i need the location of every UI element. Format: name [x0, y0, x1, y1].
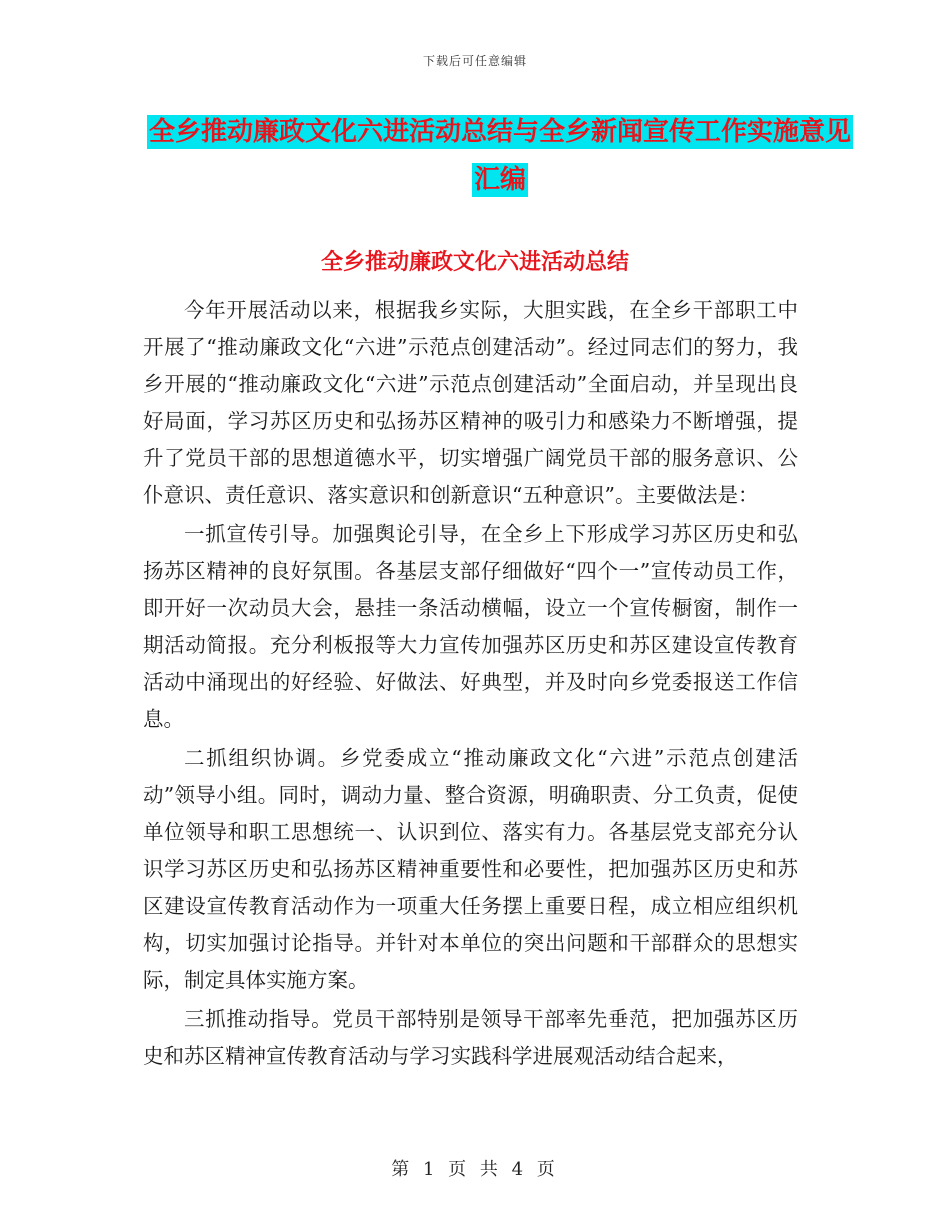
paragraph: 一抓宣传引导。加强舆论引导，在全乡上下形成学习苏区历史和弘扬苏区精神的良好氛围。各基层支部仔细做好“四个一”宣传动员工作，即开好一次动员大会，悬挂一条活动横幅，设立一个宣传橱窗，制作一期活动简报。充分利板报等大力宣传加强苏区历史和苏区建设宣传教育活动中涌现出的好经验、好做法、好典型，并及时向乡党委报送工作信息。 — [143, 522, 798, 731]
paragraph: 二抓组织协调。乡党委成立“推动廉政文化“六进”示范点创建活动”领导小组。同时，调动力量、整合资源，明确职责、分工负责，促使单位领导和职工思想统一、认识到位、落实有力。各基层党支部充分认识学习苏区历史和弘扬苏区精神重要性和必要性，把加强苏区历史和苏区建设宣传教育活动作为一项重大任务摆上重要日程，成立相应组织机构，切实加强讨论指导。并针对本单位的突出问题和干部群众的思想实际，制定具体实施方案。 — [143, 746, 798, 992]
paragraph: 三抓推动指导。党员干部特别是领导干部率先垂范，把加强苏区历史和苏区精神宣传教育活动与学习实践科学进展观活动结合起来， — [143, 1007, 798, 1068]
document-title-text: 全乡推动廉政文化六进活动总结与全乡新闻宣传工作实施意见汇编 — [148, 117, 851, 195]
document-title — [140, 108, 860, 204]
header-note: 下载后可任意编辑 — [422, 54, 527, 68]
body-text — [143, 292, 798, 1077]
paragraph: 今年开展活动以来，根据我乡实际，大胆实践，在全乡干部职工中开展了“推动廉政文化“六进”示范点创建活动”。经过同志们的努力，我乡开展的“推动廉政文化“六进”示范点创建活动”全面启动，并呈现出良好局面，学习苏区历史和弘扬苏区精神的吸引力和感染力不断增强，提升了党员干部的思想道德水平，切实增强广阔党员干部的服务意识、公仆意识、责任意识、落实意识和创新意识“五种意识”。主要做法是： — [143, 298, 798, 507]
section-title: 全乡推动廉政文化六进活动总结 — [320, 249, 629, 275]
page-number-footer: 第 1 页 共 4 页 — [391, 1159, 559, 1180]
